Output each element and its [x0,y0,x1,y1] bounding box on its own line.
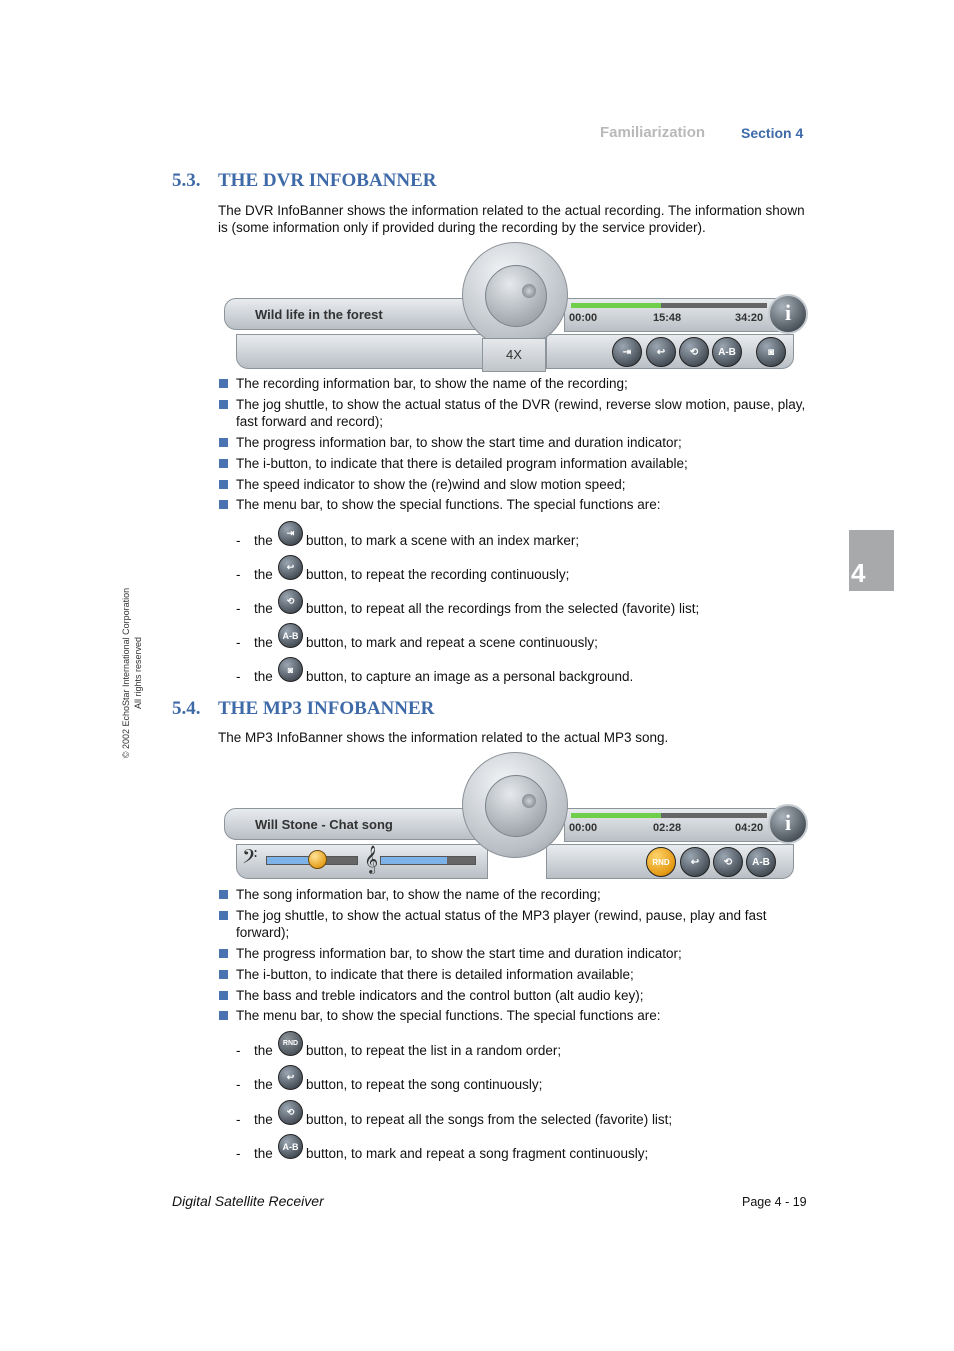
jog-knob-icon [522,794,536,808]
list-item: The progress information bar, to show the start time and duration indicator; [218,945,808,963]
repeat-all-icon: ⟲ [278,1100,303,1125]
progress-track [571,813,767,818]
header-chapter: Familiarization [600,124,706,141]
list-item: The bass and treble indicators and the control button (alt audio key); [218,987,808,1005]
jog-shuttle[interactable] [462,752,568,858]
index-marker-icon: ⇥ [622,346,632,358]
repeat-all-button[interactable] [679,337,709,367]
ab-repeat-button[interactable] [746,847,776,877]
ab-repeat-icon: A-B [718,346,736,358]
section-title: THE MP3 INFOBANNER [218,698,435,719]
section-title: THE DVR INFOBANNER [218,170,437,191]
copyright-notice [120,578,144,768]
repeat-all-button[interactable] [713,847,743,877]
dvr-bullet-list [218,375,808,517]
ab-repeat-icon: A-B [278,1134,303,1159]
list-item: The menu bar, to show the special functions. The special functions are: [218,496,808,514]
repeat-all-icon: ⟲ [278,589,303,614]
progress-fill [571,813,661,818]
info-button[interactable]: i [768,804,808,844]
treble-level [381,857,447,864]
capture-image-button[interactable] [756,337,786,367]
camera-icon: ◙ [767,346,775,358]
duration: 34:20 [735,312,764,324]
bullet-square-icon [219,480,228,489]
index-marker-icon: ⇥ [278,521,303,546]
dvr-infobanner [220,248,808,376]
repeat-icon: ↩ [278,1065,303,1090]
footer-title: Digital Satellite Receiver [172,1193,324,1209]
random-button[interactable] [646,847,676,877]
list-item: The menu bar, to show the special functions. The special functions are: [218,1007,808,1025]
page-number: Page 4 - 19 [742,1195,807,1209]
bass-clef-icon: 𝄢 [242,845,258,873]
duration: 04:20 [735,822,764,834]
bullet-square-icon [219,500,228,509]
bullet-square-icon [219,970,228,979]
progress-fill [571,303,661,308]
current-time: 15:48 [653,312,682,324]
jog-shuttle-wheel [485,775,547,837]
list-item: The progress information bar, to show the start time and duration indicator; [218,434,808,452]
repeat-all-icon: ⟲ [723,856,733,868]
header-section: Section 4 [741,125,804,141]
progress-track [571,303,767,308]
jog-knob-icon [522,284,536,298]
repeat-all-icon: ⟲ [689,346,699,358]
bullet-square-icon [219,400,228,409]
section-5-3-intro: The DVR InfoBanner shows the information related to the actual recording. The information shown is (some information only if provided during the recording by the service provider). [218,203,805,235]
list-item: The speed indicator to show the (re)wind and slow motion speed; [218,476,808,494]
bullet-square-icon [219,911,228,920]
ab-repeat-button[interactable] [712,337,742,367]
repeat-icon: ↩ [690,856,700,868]
current-time: 02:28 [653,822,682,834]
list-item: The i-button, to indicate that there is detailed information available; [218,966,808,984]
recording-info-bar: Wild life in the forest [224,298,486,330]
mp3-bullet-list [218,886,808,1028]
copyright-line2: All rights reserved [133,636,143,710]
bullet-square-icon [219,438,228,447]
speed-indicator: 4X [482,338,546,372]
progress-info-bar [564,808,782,842]
bullet-square-icon [219,949,228,958]
repeat-button[interactable] [680,847,710,877]
dvr-lower-bar [236,334,488,369]
list-item: The jog shuttle, to show the actual status of the MP3 player (rewind, pause, play and fast forward); [218,907,808,942]
repeat-icon: ↩ [278,555,303,580]
treble-indicator [380,856,476,865]
camera-icon: ◙ [278,657,303,682]
section-5-4-intro: The MP3 InfoBanner shows the information related to the actual MP3 song. [218,730,669,745]
bass-knob[interactable] [308,850,327,869]
jog-shuttle[interactable] [462,242,568,348]
info-button[interactable]: i [768,294,808,334]
section-5-3-heading [172,170,437,192]
treble-clef-icon: 𝄞 [364,845,379,873]
progress-info-bar [564,298,782,332]
repeat-icon: ↩ [656,346,666,358]
bullet-square-icon [219,1011,228,1020]
random-icon: RND [278,1031,303,1056]
list-item: The i-button, to indicate that there is detailed program information available; [218,455,808,473]
section-5-4-heading [172,698,434,720]
ab-repeat-icon: A-B [278,623,303,648]
song-info-bar: Will Stone - Chat song [224,808,486,840]
jog-shuttle-wheel [485,265,547,327]
list-item: The song information bar, to show the name of the recording; [218,886,808,904]
bullet-square-icon [219,890,228,899]
random-icon: RND [652,857,670,867]
section-number: 5.3. [172,170,201,191]
start-time: 00:00 [569,822,598,834]
bullet-square-icon [219,459,228,468]
bullet-square-icon [219,379,228,388]
index-marker-button[interactable] [612,337,642,367]
list-item: The jog shuttle, to show the actual status of the DVR (rewind, reverse slow motion, pause, play, fast forward and record); [218,396,808,431]
bullet-square-icon [219,991,228,1000]
mp3-infobanner [220,758,808,886]
ab-repeat-icon: A-B [752,856,770,868]
copyright-line1: © 2002 EchoStar International Corporation [121,587,131,759]
section-number: 5.4. [172,698,201,719]
repeat-button[interactable] [646,337,676,367]
start-time: 00:00 [569,312,598,324]
list-item: The recording information bar, to show the name of the recording; [218,375,808,393]
chapter-tab: 4 [849,530,894,591]
